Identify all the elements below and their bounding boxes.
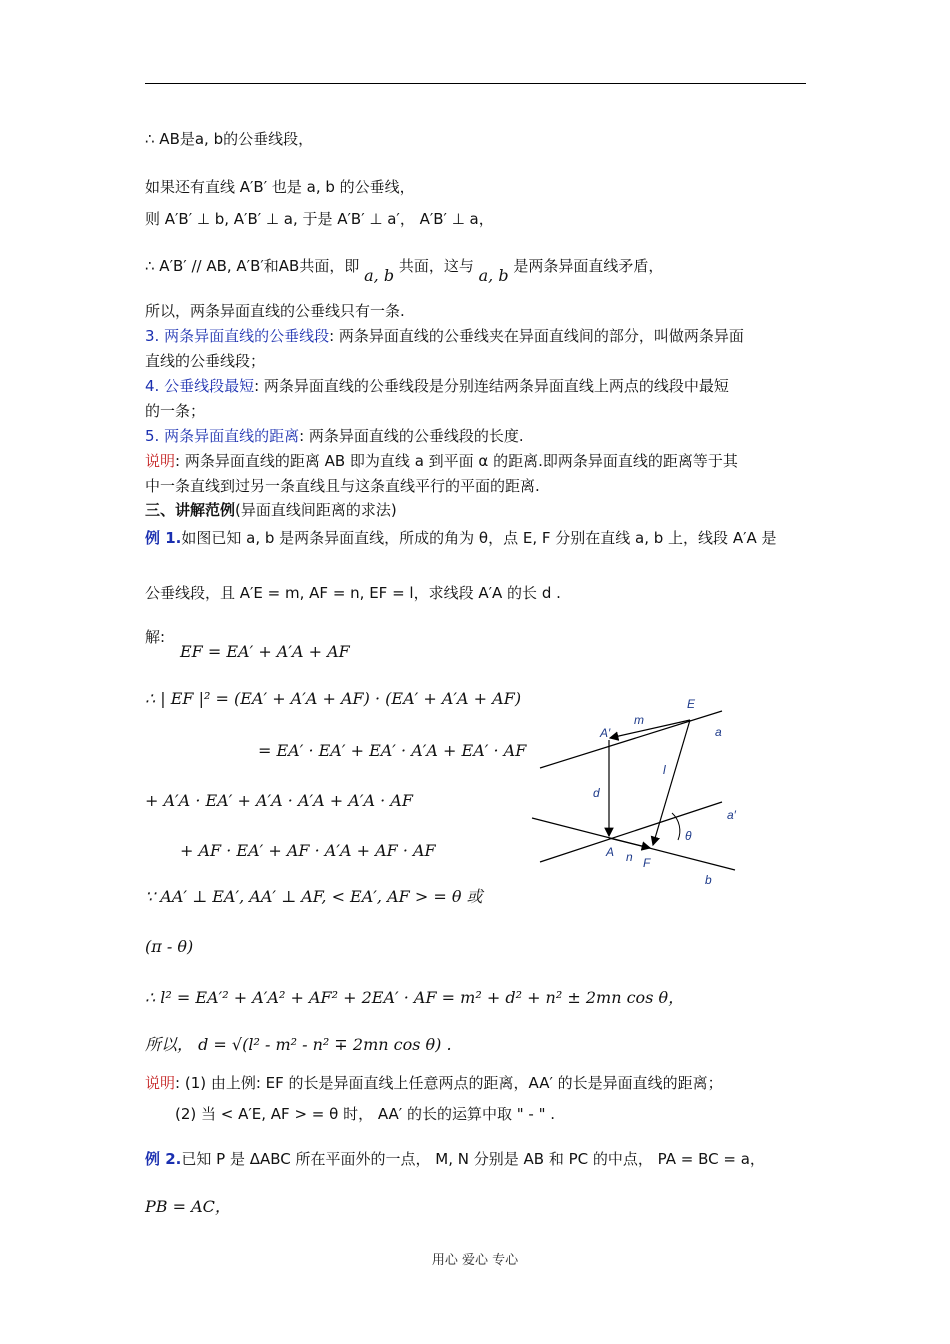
skew-lines-figure [530, 690, 745, 895]
example-2: 例 2.已知 P 是 ΔABC 所在平面外的一点， M, N 分别是 AB 和 PC 的中点， PA = BC = a， [145, 1150, 765, 1168]
label-F: F [643, 856, 651, 870]
line-a [540, 711, 722, 768]
label-a-prime: a′ [727, 808, 736, 822]
line-therefore-ab: ∴ AB是a, b的公垂线段， [145, 130, 314, 148]
line-if-another: 如果还有直线 A′B′ 也是 a, b 的公垂线， [145, 178, 415, 196]
def-distance: 5. 两条异面直线的距离: 两条异面直线的公垂线段的长度. [145, 427, 524, 445]
vector-n [609, 838, 650, 848]
vector-m [610, 720, 690, 738]
label-b: b [705, 873, 712, 887]
equation-expand-1: = EA′ · EA′ + EA′ · A′A + EA′ · AF [258, 741, 527, 760]
line-coplanar: ∴ A′B′ // AB, A′B′和AB共面，即 a, b 共面，这与 a, b 是两条异面直线矛盾， [145, 257, 664, 285]
def-common-perpendicular-segment-cont: 直线的公垂线段； [145, 352, 266, 370]
label-a: a [715, 725, 722, 739]
label-E: E [687, 697, 696, 711]
example-1-cont: 公垂线段，且 A′E = m, AF = n, EF = l，求线段 A′A 的长 d . [145, 584, 561, 602]
equation-expand-2: + A′A · EA′ + A′A · A′A + A′A · AF [145, 791, 413, 810]
line-conclusion: 所以，两条异面直线的公垂线只有一条. [145, 302, 405, 320]
section-examples-heading: 三、讲解范例(异面直线间距离的求法) [145, 501, 397, 519]
equation-expand-3: + AF · EA′ + AF · A′A + AF · AF [180, 841, 436, 860]
note-distance: 说明: 两条异面直线的距离 AB 即为直线 a 到平面 α 的距离.即两条异面直线的距离等于其 [145, 452, 738, 470]
equation-ef-sum: EF = EA′ + A′A + AF [180, 642, 350, 661]
equation-d-result: 所以， d = √(l² - m² - n² ∓ 2mn cos θ) . [145, 1035, 452, 1054]
label-m: m [634, 713, 644, 727]
solution-label: 解: [145, 628, 166, 646]
line-then-perp: 则 A′B′ ⊥ b, A′B′ ⊥ a, 于是 A′B′ ⊥ a′， A′B′ ⊥ a， [145, 210, 494, 228]
equation-pi-minus-theta: (π - θ) [145, 937, 194, 956]
note-example-1-cont: (2) 当 < A′E, AF > = θ 时， AA′ 的长的运算中取 " - " . [175, 1105, 556, 1123]
label-A-prime: A′ [600, 726, 611, 740]
header-rule [145, 83, 806, 84]
note-distance-cont: 中一条直线到过另一条直线且与这条直线平行的平面的距离. [145, 477, 540, 495]
def-shortest-segment: 4. 公垂线段最短: 两条异面直线的公垂线段是分别连结两条异面直线上两点的线段中最短 [145, 377, 729, 395]
label-theta: θ [685, 829, 692, 843]
def-common-perpendicular-segment: 3. 两条异面直线的公垂线段: 两条异面直线的公垂线夹在异面直线间的部分，叫做两条异面 [145, 327, 744, 345]
note-example-1: 说明: (1) 由上例: EF 的长是异面直线上任意两点的距离，AA′ 的长是异面直线的距离； [145, 1074, 723, 1092]
label-l: l [663, 763, 666, 777]
equation-l-squared: ∴ l² = EA′² + A′A² + AF² + 2EA′ · AF = m² + d² + n² ± 2mn cos θ， [145, 988, 685, 1007]
equation-perpendicular-condition: ∵ AA′ ⊥ EA′, AA′ ⊥ AF, < EA′, AF > = θ 或 [145, 887, 483, 906]
label-d: d [593, 786, 600, 800]
example-2-cont: PB = AC， [145, 1197, 231, 1216]
page-footer: 用心 爱心 专心 [431, 1253, 519, 1268]
example-1: 例 1.如图已知 a, b 是两条异面直线，所成的角为 θ，点 E, F 分别在直线 a, b 上，线段 A′A 是 [145, 529, 777, 547]
angle-arc [672, 813, 680, 840]
label-A: A [606, 845, 615, 859]
def-shortest-segment-cont: 的一条； [145, 402, 206, 420]
label-n: n [626, 850, 633, 864]
vector-l [653, 720, 690, 845]
equation-ef-squared: ∴ | EF |² = (EA′ + A′A + AF) · (EA′ + A′A + AF) [145, 689, 522, 708]
